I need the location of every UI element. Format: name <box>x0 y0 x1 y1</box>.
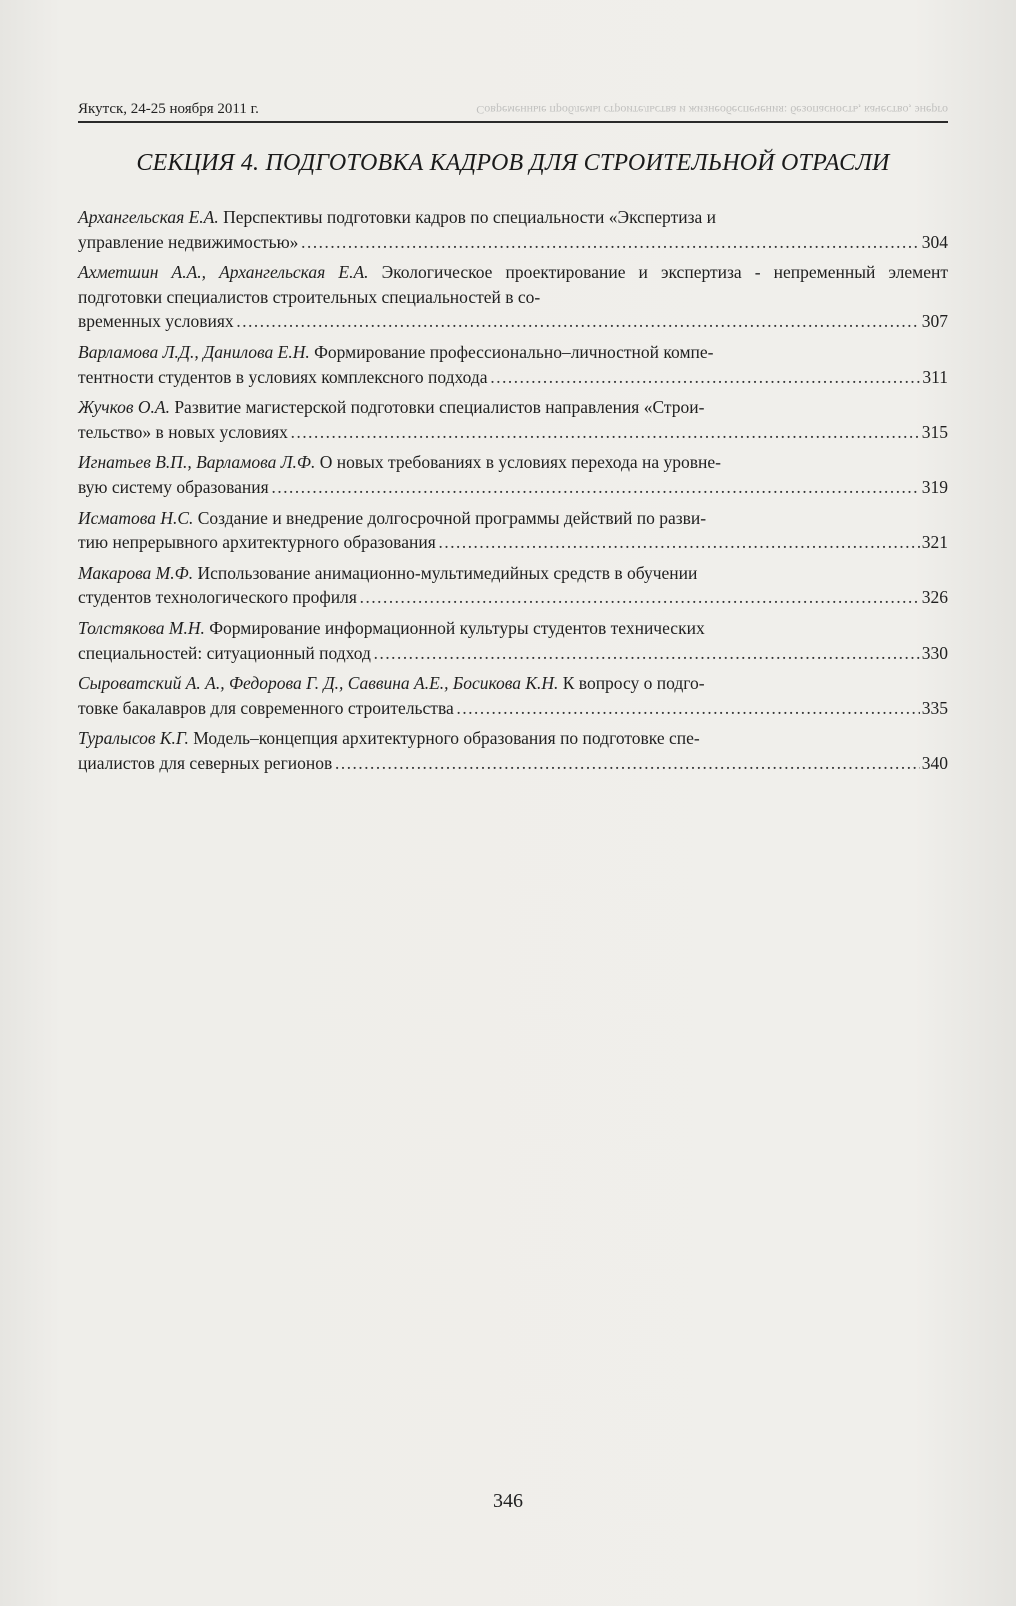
entry-title: К вопросу о подго- <box>562 673 705 694</box>
running-header <box>78 100 948 123</box>
header-bleed-through-text: Современные проблемы строительства и жизнеобеспечения: безопасность, качество, энерго <box>476 103 948 117</box>
entry-title: Перспективы подготовки кадров по специальности «Экспертиза и <box>223 207 717 227</box>
entry-page: 315 <box>921 421 948 442</box>
toc-entry <box>78 726 948 775</box>
leader-dots <box>438 530 920 555</box>
entry-title: Развитие магистерской подготовки специалистов направления «Строи- <box>174 397 705 418</box>
leader-dots <box>359 585 920 610</box>
leader-dots <box>300 230 919 255</box>
section-title: СЕКЦИЯ 4. ПОДГОТОВКА КАДРОВ ДЛЯ СТРОИТЕЛЬНОЙ ОТРАСЛИ <box>136 150 890 176</box>
entry-title-end: специальностей: ситуационный подход <box>78 642 371 663</box>
entry-title-end: тентности студентов в условиях комплексного подхода <box>78 366 488 387</box>
entry-title: Формирование информационной культуры студентов технических <box>209 617 705 638</box>
entry-page: 335 <box>921 697 948 718</box>
entry-title-end: временных условиях <box>78 311 234 332</box>
entry-page: 326 <box>921 587 948 608</box>
leader-dots <box>236 309 920 334</box>
entry-page: 319 <box>921 476 948 497</box>
entry-page: 307 <box>921 311 948 332</box>
entry-title-end: студентов технологического профиля <box>78 587 357 608</box>
entry-title: О новых требованиях в условиях перехода на уровне- <box>319 452 721 473</box>
toc-entry <box>78 506 948 555</box>
toc-entry <box>78 205 948 254</box>
entry-title-end: тию непрерывного архитектурного образования <box>78 532 436 553</box>
entry-title: Формирование профессионально–личностной компе- <box>314 341 714 362</box>
toc-entry <box>78 260 948 334</box>
entry-authors: Варламова Л.Д., Данилова Е.Н. <box>78 341 310 362</box>
entry-page: 304 <box>921 231 948 252</box>
page-number: 346 <box>493 1490 523 1512</box>
toc-entry <box>78 671 948 720</box>
entry-page: 330 <box>921 642 948 663</box>
entry-title-end: циалистов для северных регионов <box>78 752 333 773</box>
header-location-date: Якутск, 24-25 ноября 2011 г. <box>78 101 259 117</box>
entry-title-end: тельство» в новых условиях <box>78 421 288 442</box>
entry-title-end: товке бакалавров для современного строительства <box>78 697 454 718</box>
toc-entry <box>78 616 948 665</box>
toc-entry <box>78 340 948 389</box>
leader-dots <box>490 365 921 390</box>
entry-title: Модель–концепция архитектурного образования по подготовке спе- <box>193 728 700 749</box>
toc-entry <box>78 450 948 499</box>
leader-dots <box>373 641 920 666</box>
entry-page: 321 <box>921 532 948 553</box>
leader-dots <box>290 420 920 445</box>
table-of-contents <box>78 205 948 781</box>
entry-authors: Толстякова М.Н. <box>78 617 205 638</box>
entry-page: 311 <box>922 366 948 387</box>
entry-authors: Сыроватский А. А., Федорова Г. Д., Саввина А.Е., Босикова К.Н. <box>78 673 559 694</box>
entry-title-end: вую систему образования <box>78 476 269 497</box>
toc-entry <box>78 561 948 610</box>
leader-dots <box>456 696 920 721</box>
leader-dots <box>271 475 920 500</box>
entry-title-end: управление недвижимостью» <box>78 231 299 252</box>
entry-authors: Макарова М.Ф. <box>78 562 194 583</box>
entry-title: Экологическое проектирование и экспертиза - непременный элемент подготовки специалистов строительных специальностей в со- <box>78 262 949 307</box>
entry-authors: Жучков О.А. <box>78 397 170 418</box>
toc-entry <box>78 395 948 444</box>
entry-authors: Архангельская Е.А. <box>78 207 219 227</box>
entry-authors: Ахметшин А.А., Архангельская Е.А. <box>78 262 369 283</box>
leader-dots <box>334 751 920 776</box>
entry-authors: Туралысов К.Г. <box>78 728 189 749</box>
entry-page: 340 <box>921 752 948 773</box>
entry-title: Создание и внедрение долгосрочной программы действий по разви- <box>197 507 707 528</box>
entry-authors: Исматова Н.С. <box>78 507 194 528</box>
entry-title: Использование анимационно-мультимедийных средств в обучении <box>197 562 698 583</box>
entry-authors: Игнатьев В.П., Варламова Л.Ф. <box>78 452 316 473</box>
